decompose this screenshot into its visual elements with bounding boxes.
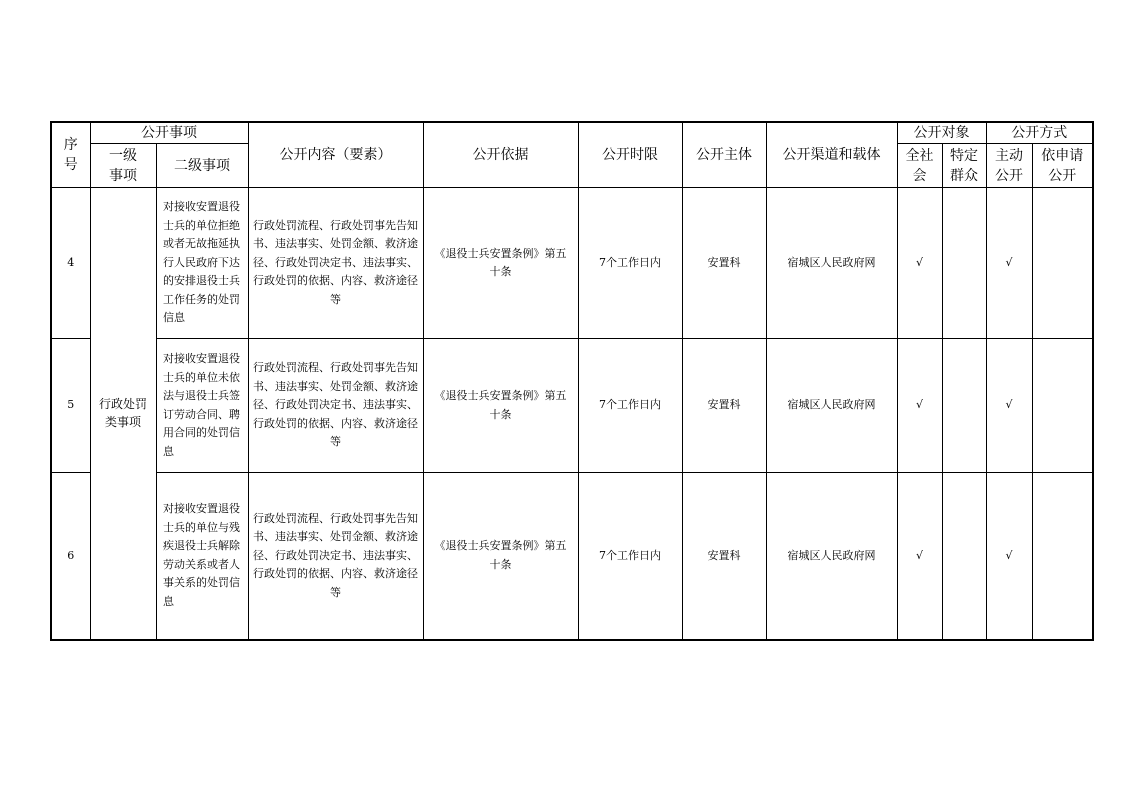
header-seq: 序号 xyxy=(51,122,90,188)
row-basis: 《退役士兵安置条例》第五十条 xyxy=(423,473,578,640)
row-active: √ xyxy=(986,188,1032,339)
row-content: 行政处罚流程、行政处罚事先告知书、违法事实、处罚金额、救济途径、行政处罚决定书、违法事实、行政处罚的依据、内容、救济途径等 xyxy=(248,188,423,339)
row-whole-society: √ xyxy=(897,188,942,339)
header-level1: 一级事项 xyxy=(90,144,156,188)
row-on-request xyxy=(1032,188,1093,339)
header-method: 公开方式 xyxy=(986,122,1093,144)
row-on-request xyxy=(1032,473,1093,640)
header-content: 公开内容（要素） xyxy=(248,122,423,188)
header-subject: 公开主体 xyxy=(682,122,766,188)
header-basis: 公开依据 xyxy=(423,122,578,188)
row-seq: 4 xyxy=(51,188,90,339)
level1-cell: 行政处罚类事项 xyxy=(90,188,156,640)
row-level2: 对接收安置退役士兵的单位未依法与退役士兵签订劳动合同、聘用合同的处罚信息 xyxy=(156,339,248,473)
header-active: 主动公开 xyxy=(986,144,1032,188)
table-row xyxy=(51,473,1093,640)
row-whole-society: √ xyxy=(897,339,942,473)
header-whole-society: 全社会 xyxy=(897,144,942,188)
row-time-limit: 7个工作日内 xyxy=(578,473,682,640)
row-active: √ xyxy=(986,473,1032,640)
row-subject: 安置科 xyxy=(682,473,766,640)
row-specific-groups xyxy=(942,339,986,473)
row-on-request xyxy=(1032,339,1093,473)
header-public-items: 公开事项 xyxy=(90,122,248,144)
row-whole-society: √ xyxy=(897,473,942,640)
row-channel: 宿城区人民政府网 xyxy=(766,473,897,640)
row-level2: 对接收安置退役士兵的单位与残疾退役士兵解除劳动关系或者人事关系的处罚信息 xyxy=(156,473,248,640)
header-channel: 公开渠道和载体 xyxy=(766,122,897,188)
row-basis: 《退役士兵安置条例》第五十条 xyxy=(423,188,578,339)
header-on-request: 依申请公开 xyxy=(1032,144,1093,188)
row-subject: 安置科 xyxy=(682,188,766,339)
row-channel: 宿城区人民政府网 xyxy=(766,339,897,473)
row-specific-groups xyxy=(942,473,986,640)
row-active: √ xyxy=(986,339,1032,473)
row-content: 行政处罚流程、行政处罚事先告知书、违法事实、处罚金额、救济途径、行政处罚决定书、违法事实、行政处罚的依据、内容、救济途径等 xyxy=(248,339,423,473)
row-seq: 6 xyxy=(51,473,90,640)
row-time-limit: 7个工作日内 xyxy=(578,339,682,473)
row-seq: 5 xyxy=(51,339,90,473)
table-row xyxy=(51,339,1093,473)
row-content: 行政处罚流程、行政处罚事先告知书、违法事实、处罚金额、救济途径、行政处罚决定书、违法事实、行政处罚的依据、内容、救济途径等 xyxy=(248,473,423,640)
header-time-limit: 公开时限 xyxy=(578,122,682,188)
row-subject: 安置科 xyxy=(682,339,766,473)
row-channel: 宿城区人民政府网 xyxy=(766,188,897,339)
row-time-limit: 7个工作日内 xyxy=(578,188,682,339)
disclosure-table xyxy=(50,121,1094,641)
row-specific-groups xyxy=(942,188,986,339)
row-level2: 对接收安置退役士兵的单位拒绝或者无故拖延执行人民政府下达的安排退役士兵工作任务的处罚信息 xyxy=(156,188,248,339)
header-audience: 公开对象 xyxy=(897,122,986,144)
header-level2: 二级事项 xyxy=(156,144,248,188)
row-basis: 《退役士兵安置条例》第五十条 xyxy=(423,339,578,473)
header-specific-groups: 特定群众 xyxy=(942,144,986,188)
table-row xyxy=(51,188,1093,339)
